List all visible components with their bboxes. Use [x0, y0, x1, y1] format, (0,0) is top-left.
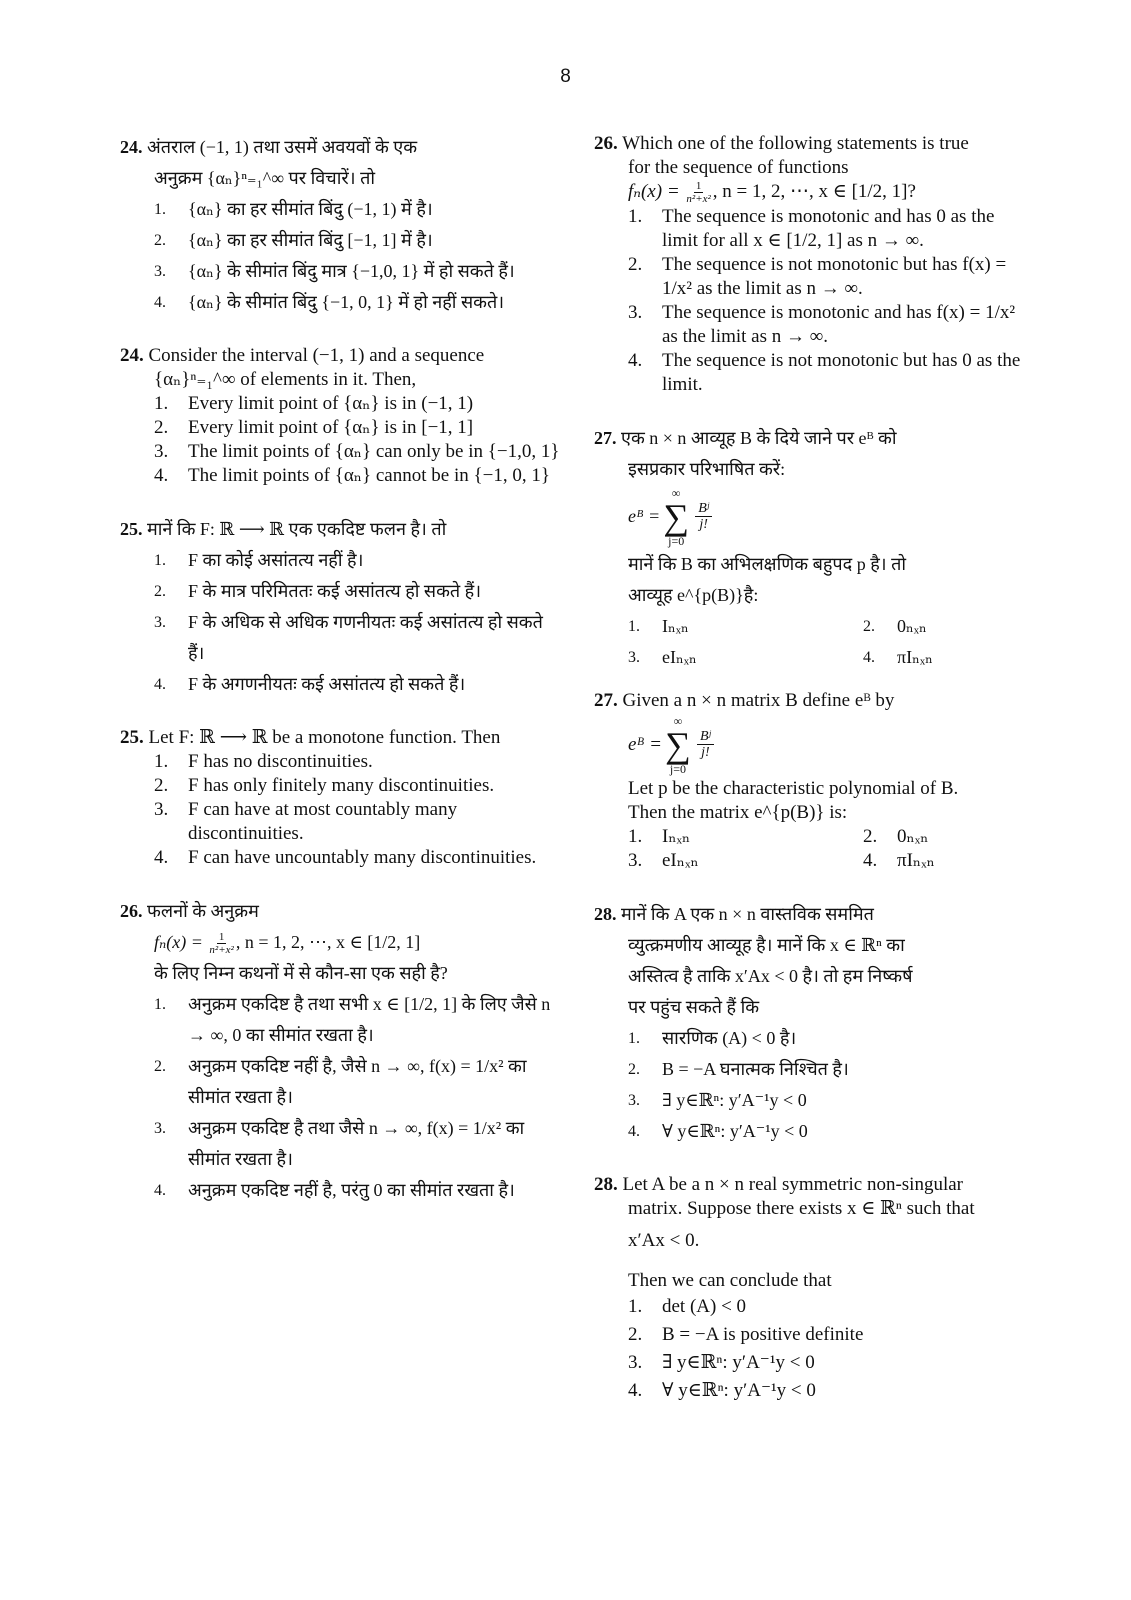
question-stem: मानें कि B का अभिलक्षणिक बहुपद p है। तो — [628, 553, 906, 574]
question-stem: Let p be the characteristic polynomial of B. — [628, 777, 959, 799]
question-stem: x′Ax < 0. — [628, 1229, 700, 1251]
question-stem: के लिए निम्न कथनों में से कौन-सा एक सही है? — [154, 963, 448, 983]
options-grid — [628, 825, 1034, 873]
question-number: 27. — [594, 427, 617, 448]
option-2: 2. F has only finitely many discontinuities. — [154, 775, 495, 796]
question-stem: Which one of the following statements is true — [622, 133, 969, 154]
option-1: 1. Every limit point of {αₙ} is in (−1, 1) — [154, 393, 474, 414]
question-27-hindi — [594, 423, 1034, 673]
option-4: 4. अनुक्रम एकदिष्ट नहीं है, परंतु 0 का सीमांत रखता है। — [154, 1180, 515, 1200]
question-27-english — [594, 689, 1034, 873]
option-3: 3. eIₙₓₙ — [628, 849, 699, 871]
summation-formula: eᴮ = ∞ ∑ j=0 $\frac{\text{Bʲ}}{j!}$ — [594, 713, 1034, 777]
option-4: 4. F can have uncountably many discontinuities. — [154, 847, 537, 868]
question-number: 24. — [120, 345, 144, 366]
question-stem: Then the matrix e^{p(B)} is: — [628, 801, 848, 823]
option-2: 2. The sequence is not monotonic but has f(x) = 1/x² as the limit as n → ∞. — [628, 253, 1007, 299]
question-stem: matrix. Suppose there exists x ∈ ℝⁿ such that — [628, 1197, 975, 1219]
function-definition: fₙ(x) = $\frac{1}{\text{n²+x²}}$ , n = 1, 2, ⋯, x ∈ [1/2, 1] — [154, 930, 421, 956]
option-1: 1. F का कोई असांतत्य नहीं है। — [154, 550, 364, 570]
option-4: 4. F के अगणनीयतः कई असांतत्य हो सकते हैं। — [154, 674, 466, 694]
question-stem: Given a n × n matrix B define eᴮ by — [622, 689, 895, 711]
question-24-english — [120, 344, 560, 488]
question-stem: एक n × n आव्यूह B के दिये जाने पर eᴮ को — [621, 427, 897, 448]
options-grid — [628, 611, 1034, 673]
option-4: 4. ∀ y∈ℝⁿ: y′A⁻¹y < 0 — [628, 1379, 816, 1401]
question-25-english — [120, 726, 560, 870]
option-1: 1. Iₙₓₙ — [628, 615, 689, 636]
option-1: 1. F has no discontinuities. — [154, 751, 373, 772]
question-stem: पर पहुंच सकते हैं कि — [628, 996, 760, 1017]
question-stem: अनुक्रम {αₙ}ⁿ₌₁^∞ पर विचारें। तो — [154, 168, 376, 188]
option-3: 3. {αₙ} के सीमांत बिंदु मात्र {−1,0, 1} में हो सकते हैं। — [154, 261, 515, 281]
question-26-hindi — [120, 896, 560, 1206]
page-number: 8 — [560, 66, 571, 87]
option-3: 3. The sequence is monotonic and has f(x) = 1/x² as the limit as n → ∞. — [628, 301, 1016, 347]
question-stem: अस्तित्व है ताकि x′Ax < 0 है। तो हम निष्कर्ष — [628, 965, 913, 986]
option-3: 3. अनुक्रम एकदिष्ट है तथा जैसे n → ∞, f(x) = 1/x² का सीमांत रखता है। — [154, 1118, 525, 1169]
option-4: 4. πIₙₓₙ — [863, 646, 933, 667]
question-stem: {αₙ}ⁿ₌₁^∞ of elements in it. Then, — [154, 369, 417, 390]
option-1: 1. {αₙ} का हर सीमांत बिंदु (−1, 1) में है। — [154, 199, 433, 219]
question-stem: Then we can conclude that — [628, 1269, 832, 1291]
option-3: 3. ∃ y∈ℝⁿ: y′A⁻¹y < 0 — [628, 1089, 807, 1110]
question-stem: Let F: ℝ ⟶ ℝ be a monotone function. Then — [148, 727, 501, 748]
question-stem: Let A be a n × n real symmetric non-singular — [622, 1173, 963, 1195]
question-number: 28. — [594, 1173, 618, 1195]
option-2: 2. {αₙ} का हर सीमांत बिंदु [−1, 1] में है। — [154, 230, 433, 250]
option-3: 3. The limit points of {αₙ} can only be in {−1,0, 1} — [154, 441, 560, 462]
option-3: 3. ∃ y∈ℝⁿ: y′A⁻¹y < 0 — [628, 1351, 815, 1373]
question-stem: मानें कि F: ℝ ⟶ ℝ एक एकदिष्ट फलन है। तो — [147, 519, 447, 539]
option-3: 3. F can have at most countably many discontinuities. — [154, 799, 458, 844]
option-2: 2. 0ₙₓₙ — [863, 825, 929, 847]
option-1: 1. The sequence is monotonic and has 0 as the limit for all x ∈ [1/2, 1] as n → ∞. — [628, 205, 995, 251]
summation-formula: eᴮ = ∞ ∑ j=0 $\frac{\text{Bʲ}}{j!}$ — [594, 485, 1034, 549]
question-number: 26. — [594, 133, 618, 154]
option-1: 1. अनुक्रम एकदिष्ट है तथा सभी x ∈ [1/2, 1] के लिए जैसे n → ∞, 0 का सीमांत रखता है। — [154, 994, 551, 1045]
question-number: 28. — [594, 903, 617, 924]
question-28-english — [594, 1173, 1034, 1405]
question-number: 26. — [120, 901, 143, 921]
question-24-hindi — [120, 132, 560, 318]
left-column — [120, 132, 560, 1206]
option-2: 2. B = −A is positive definite — [628, 1323, 864, 1345]
option-4: 4. The sequence is not monotonic but has 0 as the limit. — [628, 349, 1021, 395]
question-stem: फलनों के अनुक्रम — [147, 901, 259, 921]
question-stem: अंतराल (−1, 1) तथा उसमें अवयवों के एक — [147, 137, 418, 157]
option-2: 2. Every limit point of {αₙ} is in [−1, 1] — [154, 417, 474, 438]
right-column — [594, 132, 1034, 1405]
option-1: 1. Iₙₓₙ — [628, 825, 691, 847]
question-stem: for the sequence of functions — [628, 157, 849, 178]
question-stem: Consider the interval (−1, 1) and a sequence — [148, 345, 485, 366]
option-1: 1. det (A) < 0 — [628, 1295, 747, 1317]
option-2: 2. अनुक्रम एकदिष्ट नहीं है, जैसे n → ∞, f(x) = 1/x² का सीमांत रखता है। — [154, 1056, 527, 1107]
option-4: 4. {αₙ} के सीमांत बिंदु {−1, 0, 1} में हो नहीं सकते। — [154, 292, 505, 312]
question-28-hindi — [594, 899, 1034, 1147]
question-number: 27. — [594, 689, 618, 711]
option-1: 1. सारणिक (A) < 0 है। — [628, 1027, 797, 1048]
option-4: 4. πIₙₓₙ — [863, 849, 935, 871]
question-number: 25. — [120, 519, 143, 539]
question-stem: व्युत्क्रमणीय आव्यूह है। मानें कि x ∈ ℝⁿ का — [628, 934, 905, 955]
question-26-english — [594, 132, 1034, 397]
option-2: 2. 0ₙₓₙ — [863, 615, 927, 636]
option-3: 3. F के अधिक से अधिक गणनीयतः कई असांतत्य हो सकते हैं। — [154, 612, 543, 663]
question-number: 24. — [120, 137, 143, 157]
question-stem: आव्यूह e^{p(B)}है: — [628, 584, 759, 605]
function-definition: fₙ(x) = $\frac{1}{\text{n²+x²}}$ , n = 1, 2, ⋯, x ∈ [1/2, 1]? — [628, 179, 916, 205]
option-2: 2. B = −A घनात्मक निश्चित है। — [628, 1058, 849, 1079]
option-3: 3. eIₙₓₙ — [628, 646, 697, 667]
question-stem: मानें कि A एक n × n वास्तविक सममित — [621, 903, 874, 924]
question-number: 25. — [120, 727, 144, 748]
option-4: 4. The limit points of {αₙ} cannot be in {−1, 0, 1} — [154, 465, 550, 486]
option-4: 4. ∀ y∈ℝⁿ: y′A⁻¹y < 0 — [628, 1120, 808, 1141]
option-2: 2. F के मात्र परिमिततः कई असांतत्य हो सकते हैं। — [154, 581, 482, 601]
question-stem: इसप्रकार परिभाषित करें: — [628, 458, 786, 479]
question-25-hindi — [120, 514, 560, 700]
